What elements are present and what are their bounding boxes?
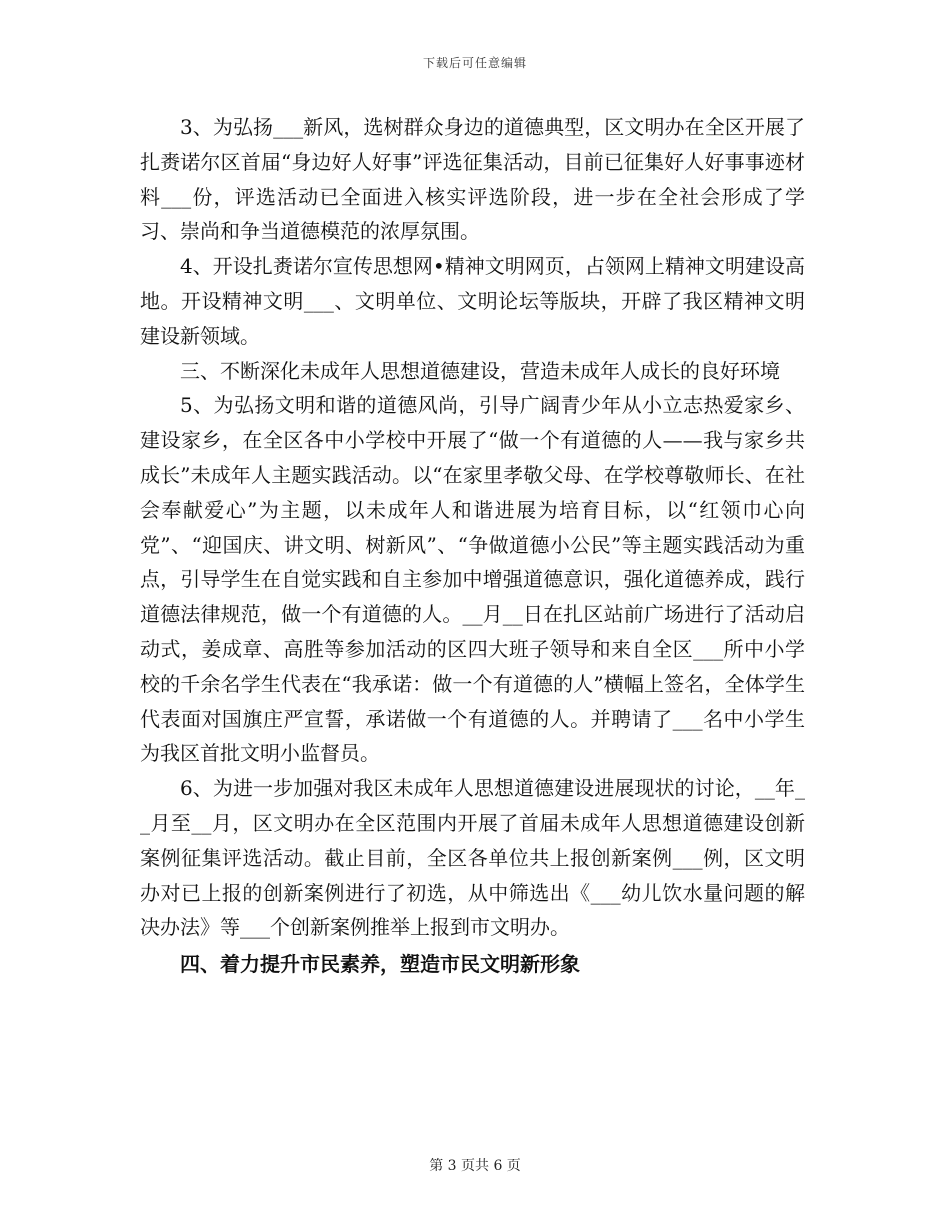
paragraph-6: 6、为进一步加强对我区未成年人思想道德建设进展现状的讨论，__年__月至__月，区文明办在全区范围内开展了首届未成年人思想道德建设创新案例征集评选活动。截止目前，全区各单位共上报创新案例___例，区文明办对已上报的创新案例进行了初选，从中筛选出《___幼儿饮水量问题的解决办法》等___个创新案例推举上报到市文明办。	[140, 776, 805, 940]
document-body	[140, 110, 805, 982]
paragraph-5: 5、为弘扬文明和谐的道德风尚，引导广阔青少年从小立志热爱家乡、建设家乡，在全区各中小学校中开展了“做一个有道德的人——我与家乡共成长”未成年人主题实践活动。以“在家里孝敬父母、在学校尊敬师长、在社会奉献爱心”为主题，以未成年人和谐进展为培育目标，以“红领巾心向党”、“迎国庆、讲文明、树新风”、“争做道德小公民”等主题实践活动为重点，引导学生在自觉实践和自主参加中增强道德意识，强化道德养成，践行道德法律规范，做一个有道德的人。__月__日在扎区站前广场进行了活动启动式，姜成章、高胜等参加活动的区四大班子领导和来自全区___所中小学校的千余名学生代表在“我承诺：做一个有道德的人”横幅上签名，全体学生代表面对国旗庄严宣誓，承诺做一个有道德的人。并聘请了___名中小学生为我区首批文明小监督员。	[140, 393, 805, 766]
page-number: 第 3 页共 6 页	[429, 1158, 521, 1174]
section-three-heading: 三、不断深化未成年人思想道德建设，营造未成年人成长的良好环境	[180, 358, 780, 383]
section-four-heading: 四、着力提升市民素养，塑造市民文明新形象	[180, 952, 580, 977]
paragraph-4: 4、开设扎赉诺尔宣传思想网•精神文明网页，占领网上精神文明建设高地。开设精神文明___、文明单位、文明论坛等版块，开辟了我区精神文明建设新领域。	[140, 254, 805, 348]
paragraph-3: 3、为弘扬___新风，选树群众身边的道德典型，区文明办在全区开展了扎赉诺尔区首届“身边好人好事”评选征集活动，目前已征集好人好事事迹材料___份，评选活动已全面进入核实评选阶段，进一步在全社会形成了学习、崇尚和争当道德模范的浓厚氛围。	[140, 115, 805, 244]
page-header: 下载后可任意编辑	[422, 56, 527, 70]
